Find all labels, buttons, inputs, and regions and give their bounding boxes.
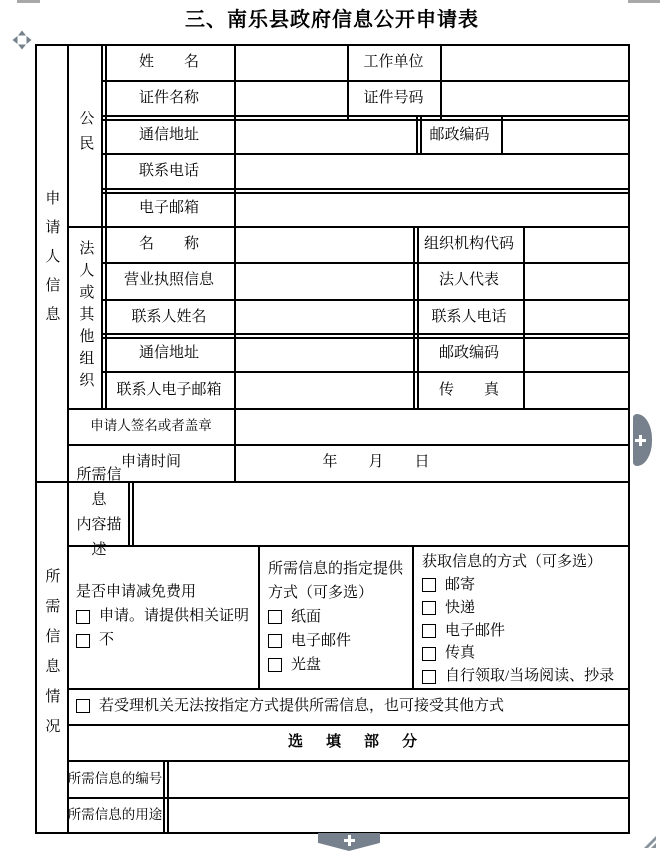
phone-label: 联系电话 (138, 163, 199, 180)
checkbox-accept-other[interactable] (76, 699, 90, 713)
phone-input-cell[interactable] (235, 153, 630, 190)
info-number-label: 所需信息的编号 (67, 770, 163, 786)
organization-group-label: 法人或其他组织 (77, 240, 94, 394)
org-code-label: 组织机构代码 (423, 235, 514, 252)
work-unit-input-cell[interactable] (440, 44, 630, 80)
address-label: 通信地址 (138, 126, 199, 143)
contact-phone-input-cell[interactable] (523, 299, 630, 335)
optional-section-header: 选 填 部 分 (287, 733, 421, 750)
delivery-option-paper: 纸面 (268, 605, 321, 629)
contact-email-input-cell[interactable] (235, 372, 413, 408)
plus-icon (635, 435, 646, 446)
obtain-method-cell (412, 545, 630, 688)
fee-waiver-title: 是否申请减免费用 (76, 584, 197, 601)
request-section-label: 所需信息情况 (43, 567, 60, 748)
org-name-label: 名 称 (138, 235, 199, 252)
plus-icon (344, 835, 355, 846)
fax-input-cell[interactable] (523, 372, 630, 408)
citizen-group-label: 公民 (77, 110, 94, 160)
checkbox-fax[interactable] (422, 647, 436, 661)
other-method-row (67, 688, 630, 724)
cert-no-input-cell[interactable] (440, 80, 630, 117)
checkbox-email-obtain[interactable] (422, 624, 436, 638)
org-code-input-cell[interactable] (523, 226, 630, 262)
resize-grip-icon (643, 835, 656, 848)
org-address-input-cell[interactable] (235, 335, 413, 372)
work-unit-label: 工作单位 (363, 53, 424, 70)
fee-waiver-cell (67, 545, 258, 688)
contact-name-label: 联系人姓名 (131, 308, 207, 325)
contact-email-label: 联系人电子邮箱 (116, 381, 222, 398)
org-postcode-input-cell[interactable] (523, 335, 630, 372)
org-address-label: 通信地址 (138, 345, 199, 362)
obtain-option-fax: 传真 (422, 642, 475, 665)
delivery-option-cd: 光盘 (268, 653, 321, 677)
postcode-label: 邮政编码 (429, 126, 490, 143)
checkbox-express[interactable] (422, 601, 436, 615)
description-input-cell[interactable] (134, 481, 630, 545)
license-input-cell[interactable] (235, 262, 413, 299)
address-input-cell[interactable] (235, 117, 416, 153)
cert-no-label: 证件号码 (363, 90, 424, 107)
email-input-cell[interactable] (235, 190, 630, 226)
table-resize-grip[interactable] (643, 835, 656, 848)
apply-time-label: 申请时间 (120, 454, 181, 471)
fax-label: 传 真 (438, 381, 499, 398)
checkbox-apply-waiver[interactable] (76, 610, 90, 624)
license-label: 营业执照信息 (123, 272, 214, 289)
delivery-method-title: 所需信息的指定提供方式（可多选） (268, 561, 404, 601)
other-method-note: 若受理机关无法按指定方式提供所需信息，也可接受其他方式 (99, 697, 505, 714)
info-purpose-input-cell[interactable] (169, 797, 630, 834)
checkbox-email-delivery[interactable] (268, 634, 282, 648)
email-label: 电子邮箱 (138, 199, 199, 216)
org-postcode-label: 邮政编码 (438, 345, 499, 362)
checkbox-mail[interactable] (422, 578, 436, 592)
contact-phone-label: 联系人电话 (431, 308, 507, 325)
org-name-input-cell[interactable] (235, 226, 413, 262)
fee-waiver-option-no: 不 (76, 629, 114, 653)
form-title: 三、南乐县政府信息公开申请表 (185, 9, 479, 31)
checkbox-paper[interactable] (268, 610, 282, 624)
fee-waiver-option-apply: 申请。请提供相关证明 (76, 605, 249, 629)
delivery-method-cell (258, 545, 412, 688)
cert-name-label: 证件名称 (138, 90, 199, 107)
obtain-option-express: 快递 (422, 597, 475, 620)
applicant-section-label: 申请人信息 (43, 190, 60, 335)
obtain-method-title: 获取信息的方式（可多选） (422, 554, 603, 571)
obtain-option-mail: 邮寄 (422, 574, 475, 597)
obtain-option-self-pickup: 自行领取/当场阅读、抄录 (422, 665, 614, 688)
signature-label: 申请人签名或者盖章 (90, 417, 212, 433)
checkbox-self-pickup[interactable] (422, 670, 436, 684)
signature-input-cell[interactable] (235, 408, 630, 444)
delivery-option-email: 电子邮件 (268, 629, 351, 653)
contact-name-input-cell[interactable] (235, 299, 413, 335)
cert-name-input-cell[interactable] (235, 80, 347, 117)
info-purpose-label: 所需信息的用途 (67, 807, 163, 823)
name-label: 姓 名 (138, 53, 199, 70)
checkbox-cd[interactable] (268, 658, 282, 672)
info-number-input-cell[interactable] (169, 761, 630, 797)
description-label-line1: 所需信息 (76, 467, 122, 508)
apply-time-value-cell[interactable]: 年 月 日 (322, 454, 438, 471)
checkbox-no-waiver[interactable] (76, 634, 90, 648)
obtain-option-email: 电子邮件 (422, 619, 505, 642)
description-label-line2: 内容描述 (76, 517, 122, 558)
legal-rep-input-cell[interactable] (523, 262, 630, 299)
postcode-input-cell[interactable] (501, 117, 630, 153)
legal-rep-label: 法人代表 (438, 272, 499, 289)
name-input-cell[interactable] (235, 44, 347, 80)
description-label (67, 467, 128, 558)
